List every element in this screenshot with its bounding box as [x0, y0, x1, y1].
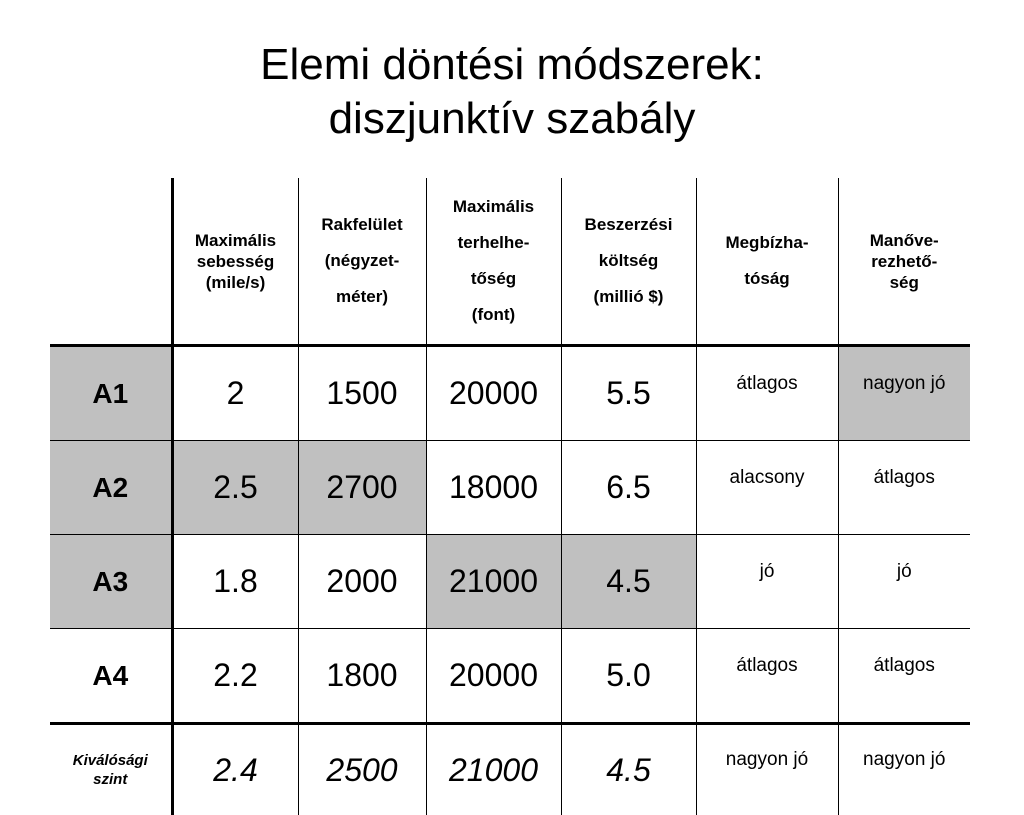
- table-row-a4: [50, 629, 970, 724]
- cell-a2-load: 18000: [426, 441, 561, 535]
- threshold-label-line-1: Kiválósági: [50, 751, 171, 770]
- cell-a1-maneuverability: nagyon jó: [838, 346, 970, 441]
- threshold-label-line-2: szint: [50, 770, 171, 789]
- cell-a1-cost: 5.5: [561, 346, 696, 441]
- header-cargo-line-1: Rakfelület: [299, 207, 426, 243]
- threshold-label: [50, 724, 172, 815]
- threshold-cargo: 2500: [298, 724, 426, 815]
- threshold-load: 21000: [426, 724, 561, 815]
- cell-a4-reliability: átlagos: [696, 629, 838, 724]
- header-cargo-line-2: (négyzet-: [299, 243, 426, 279]
- header-cargo-area: [298, 178, 426, 346]
- cell-a3-cargo: 2000: [298, 535, 426, 629]
- header-reliability-line-1: Megbízha-: [697, 225, 838, 261]
- header-row: [50, 178, 970, 346]
- cell-a4-cost: 5.0: [561, 629, 696, 724]
- header-cost-line-3: (millió $): [562, 279, 696, 315]
- cell-a2-cost: 6.5: [561, 441, 696, 535]
- header-load-line-4: (font): [427, 297, 561, 333]
- title-line-2: diszjunktív szabály: [0, 92, 1024, 146]
- title-line-1: Elemi döntési módszerek:: [0, 38, 1024, 92]
- table-row-a1: [50, 346, 970, 441]
- cell-a3-maneuverability: jó: [838, 535, 970, 629]
- header-cost-line-1: Beszerzési: [562, 207, 696, 243]
- cell-a1-reliability: átlagos: [696, 346, 838, 441]
- slide-title: [0, 38, 1024, 146]
- row-label-a1: A1: [50, 346, 172, 441]
- threshold-speed: 2.4: [172, 724, 298, 815]
- header-maneuver-line-3: ség: [839, 272, 971, 293]
- cell-a1-speed: 2: [172, 346, 298, 441]
- cell-a3-reliability: jó: [696, 535, 838, 629]
- table-row-a3: [50, 535, 970, 629]
- cell-a2-reliability: alacsony: [696, 441, 838, 535]
- cell-a2-speed: 2.5: [172, 441, 298, 535]
- header-speed-line-1: Maximális: [174, 230, 298, 251]
- decision-table: [50, 178, 970, 815]
- cell-a3-cost: 4.5: [561, 535, 696, 629]
- header-maneuver-line-1: Manőve-: [839, 230, 971, 251]
- threshold-cost: 4.5: [561, 724, 696, 815]
- threshold-row: [50, 724, 970, 815]
- threshold-maneuverability: nagyon jó: [838, 724, 970, 815]
- cell-a4-cargo: 1800: [298, 629, 426, 724]
- header-purchase-cost: [561, 178, 696, 346]
- threshold-reliability: nagyon jó: [696, 724, 838, 815]
- cell-a4-speed: 2.2: [172, 629, 298, 724]
- header-corner: [50, 178, 172, 346]
- header-load-line-1: Maximális: [427, 189, 561, 225]
- header-cargo-line-3: méter): [299, 279, 426, 315]
- header-speed: [172, 178, 298, 346]
- cell-a3-load: 21000: [426, 535, 561, 629]
- cell-a4-maneuverability: átlagos: [838, 629, 970, 724]
- header-maneuver-line-2: rezhető-: [839, 251, 971, 272]
- header-load-line-2: terhelhe-: [427, 225, 561, 261]
- header-reliability: [696, 178, 838, 346]
- cell-a2-maneuverability: átlagos: [838, 441, 970, 535]
- row-label-a2: A2: [50, 441, 172, 535]
- table-row-a2: [50, 441, 970, 535]
- cell-a2-cargo: 2700: [298, 441, 426, 535]
- header-speed-line-2: sebesség: [174, 251, 298, 272]
- header-speed-line-3: (mile/s): [174, 272, 298, 293]
- cell-a4-load: 20000: [426, 629, 561, 724]
- row-label-a4: A4: [50, 629, 172, 724]
- row-label-a3: A3: [50, 535, 172, 629]
- cell-a3-speed: 1.8: [172, 535, 298, 629]
- header-reliability-line-2: tóság: [697, 261, 838, 297]
- header-maneuverability: [838, 178, 970, 346]
- cell-a1-load: 20000: [426, 346, 561, 441]
- header-load-line-3: tőség: [427, 261, 561, 297]
- header-max-load: [426, 178, 561, 346]
- header-cost-line-2: költség: [562, 243, 696, 279]
- cell-a1-cargo: 1500: [298, 346, 426, 441]
